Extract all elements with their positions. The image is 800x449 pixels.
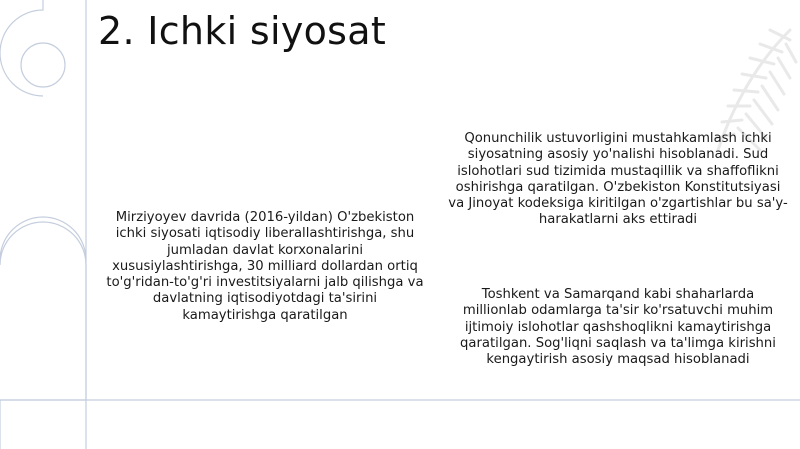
paragraph-rule-of-law: Qonunchilik ustuvorligini mustahkamlash ichki siyosatning asosiy yo'nalishi hisoblanadi. Sud islohotlari sud tizimida mustaqillik va shaffoflikni oshirishga qaratilgan. O'zbekiston Konstitutsiyasi va Jinoyat kodeksiga kiritilgan o'zgartishlar bu sa'y-harakatlarni aks ettiradi: [448, 131, 788, 228]
paragraph-social-reforms: Toshkent va Samarqand kabi shaharlarda millionlab odamlarga ta'sir ko'rsatuvchi muhim ijtimoiy islohotlar qashshoqlikni kamaytirishga qaratilgan. Sog'liqni saqlash va ta'limga kirishni kengaytirish asosiy maqsad hisoblanadi: [460, 287, 776, 368]
paragraph-economic-policy: Mirziyoyev davrida (2016-yildan) O'zbekiston ichki siyosati iqtisodiy liberallashtirishga, shu jumladan davlat korxonalarini xususiylashtirishga, 30 milliard dollardan ortiq to'g'ridan-to'g'ri investitsiyalarni jalb qilishga va davlatning iqtisodiyotdagi ta'sirini kamaytirishga qaratilgan: [106, 210, 424, 323]
page-title: 2. Ichki siyosat: [98, 9, 387, 53]
decorative-circles: [0, 0, 86, 449]
